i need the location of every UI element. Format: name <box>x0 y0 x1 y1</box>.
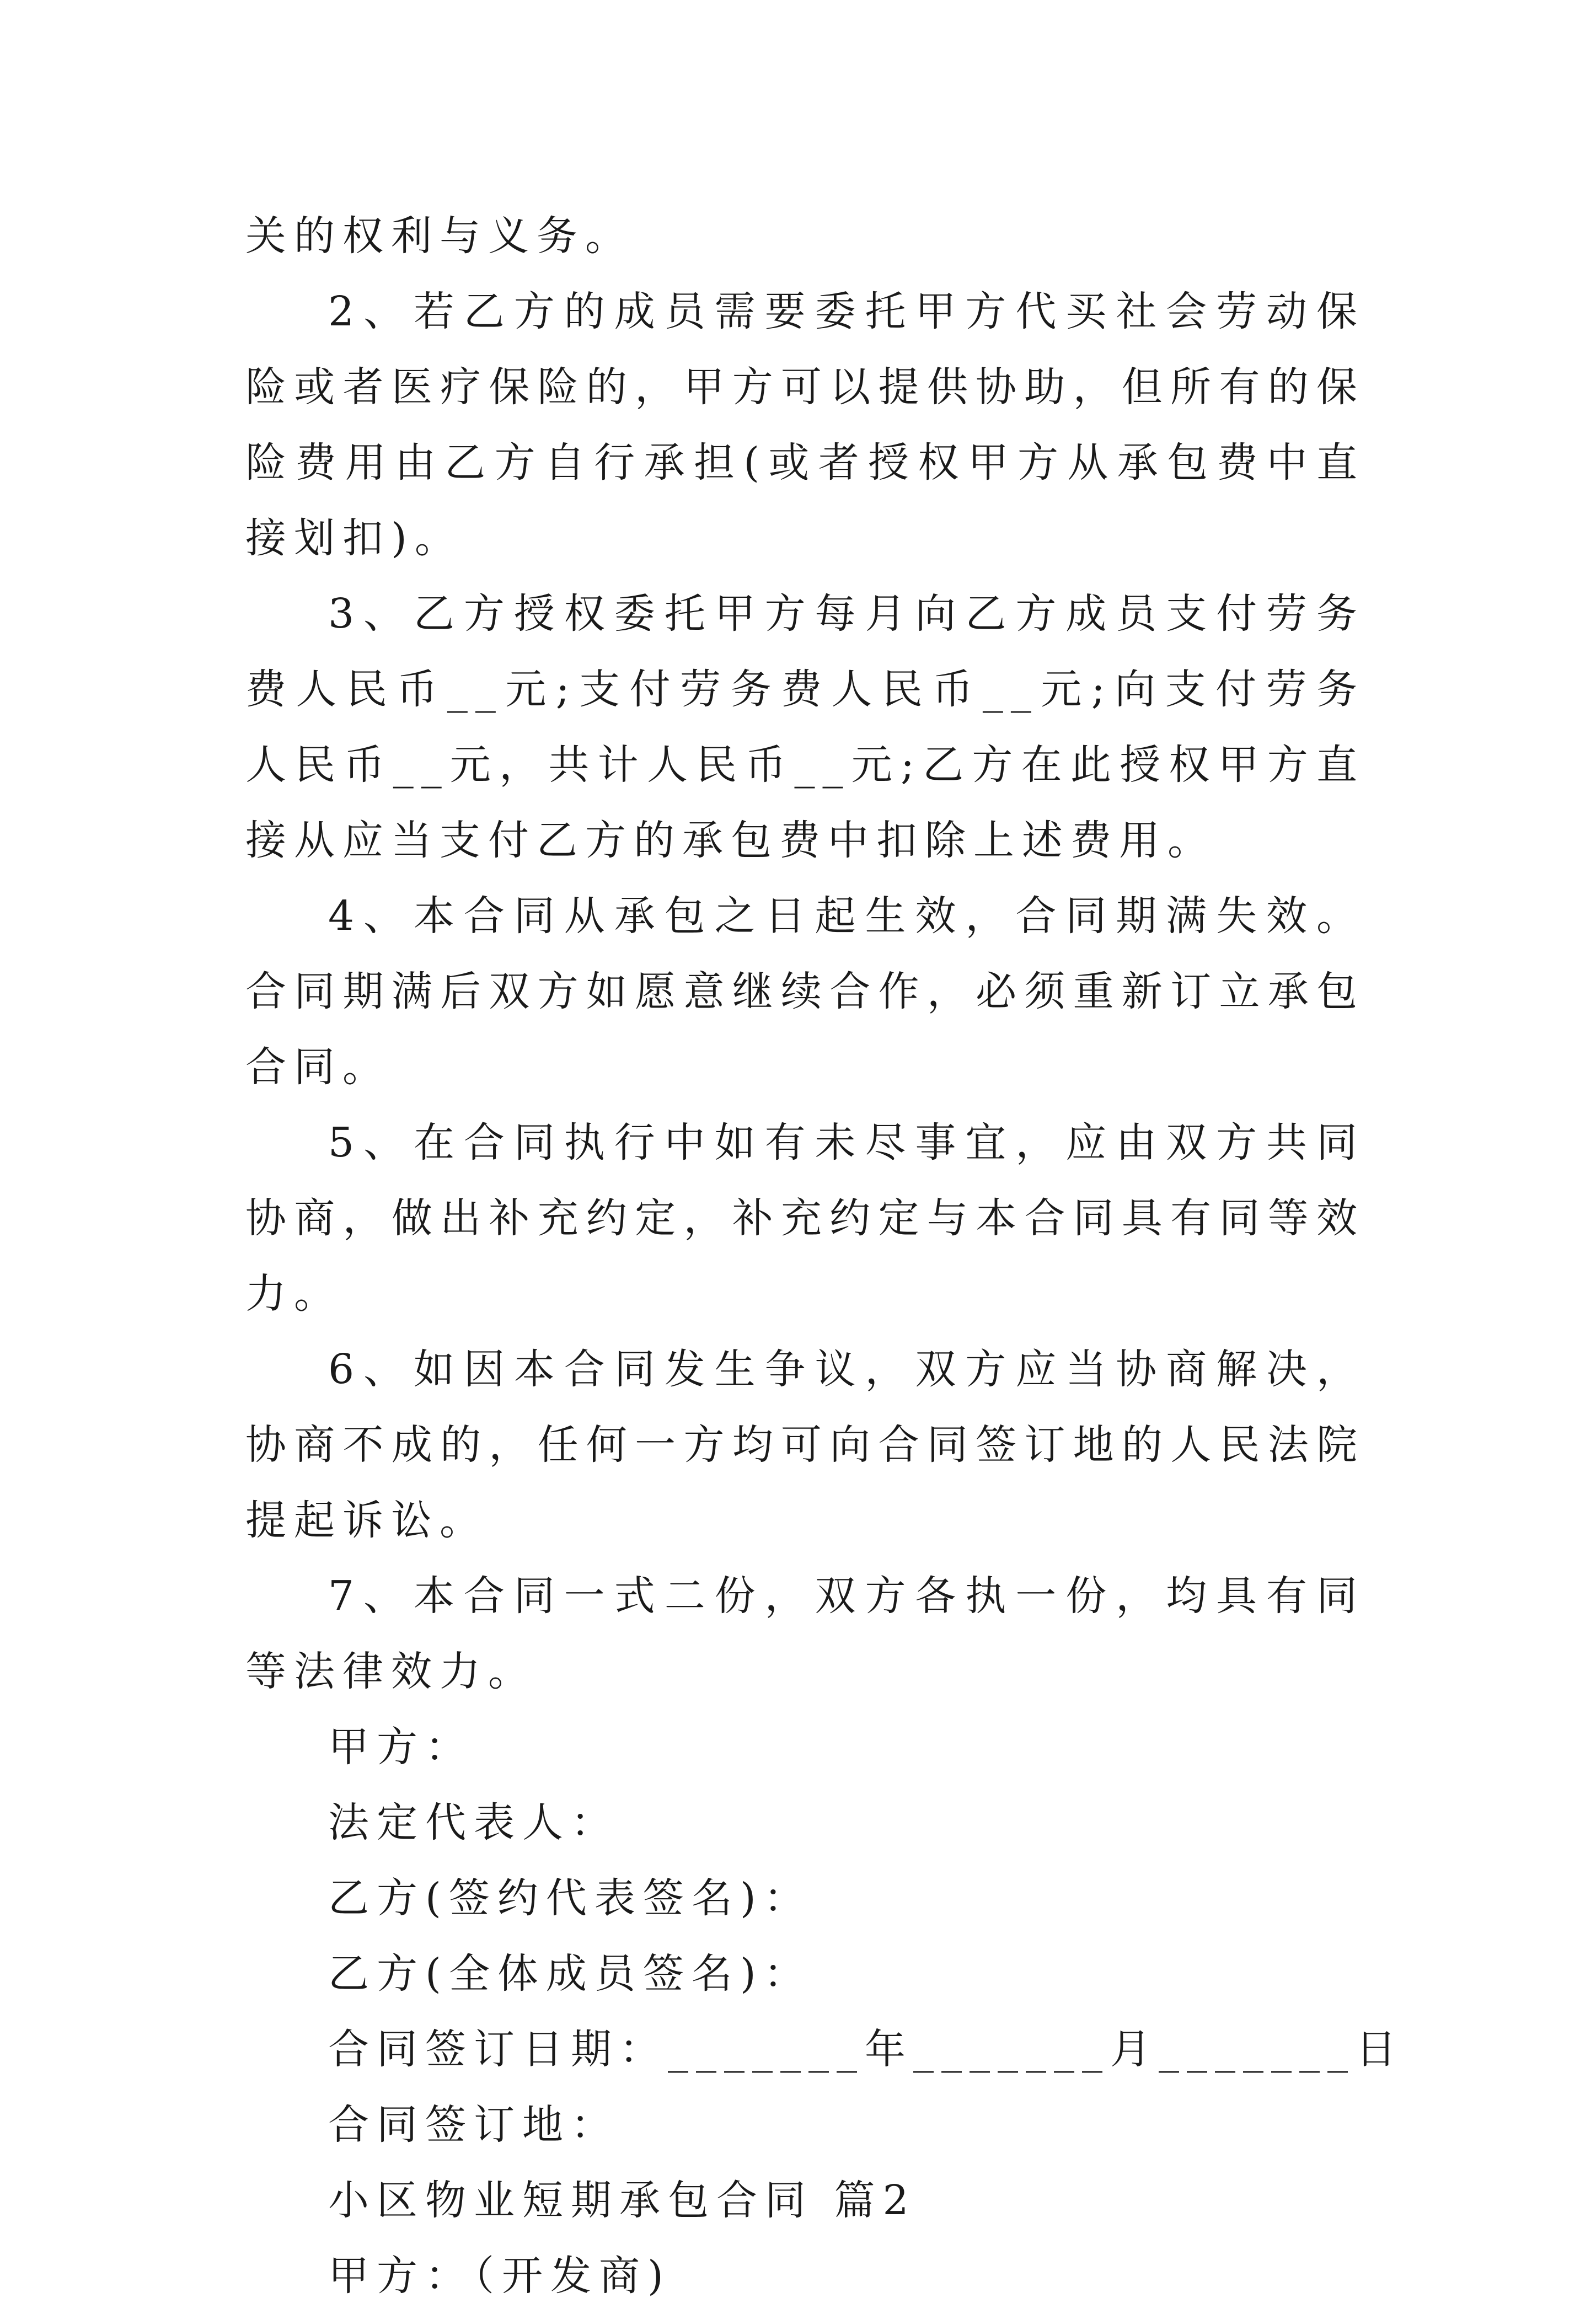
paragraph-continuation: 关的权利与义务。 <box>245 212 634 260</box>
contract-text <box>245 199 1404 2314</box>
clause-4: 4、本合同从承包之日起生效，合同期满失效。合同期满后双方如愿意继续合作，必须重新订立承包合同。 <box>245 892 1365 1091</box>
clause-3: 3、乙方授权委托甲方每月向乙方成员支付劳务费人民币__元;支付劳务费人民币__元;向支付劳务人民币__元，共计人民币__元;乙方在此授权甲方直接从应当支付乙方的承包费中扣除上述费用。 <box>245 590 1365 864</box>
party-a-line: 甲方： <box>328 1723 474 1771</box>
party-a-developer-line: 甲方：（开发商) <box>328 2252 671 2300</box>
legal-representative-line: 法定代表人： <box>328 1799 619 1846</box>
clause-2: 2、若乙方的成员需要委托甲方代买社会劳动保险或者医疗保险的，甲方可以提供协助，但所有的保险费用由乙方自行承担(或者授权甲方从承包费中直接划扣)。 <box>245 288 1365 562</box>
clause-6: 6、如因本合同发生争议，双方应当协商解决，协商不成的，任何一方均可向合同签订地的人民法院提起诉讼。 <box>245 1346 1365 1544</box>
clause-5: 5、在合同执行中如有未尽事宜，应由双方共同协商，做出补充约定，补充约定与本合同具有同等效力。 <box>245 1119 1365 1317</box>
signing-place-line: 合同签订地： <box>328 2101 619 2149</box>
section-title: 小区物业短期承包合同 篇2 <box>328 2177 917 2224</box>
party-b-members-line: 乙方(全体成员签名)： <box>328 1950 812 1997</box>
party-b-representative-line: 乙方(签约代表签名)： <box>328 1874 812 1922</box>
clause-7: 7、本合同一式二份，双方各执一份，均具有同等法律效力。 <box>245 1572 1365 1695</box>
signing-date-line: 合同签订日期：_______年_______月_______日 <box>328 2026 1404 2073</box>
